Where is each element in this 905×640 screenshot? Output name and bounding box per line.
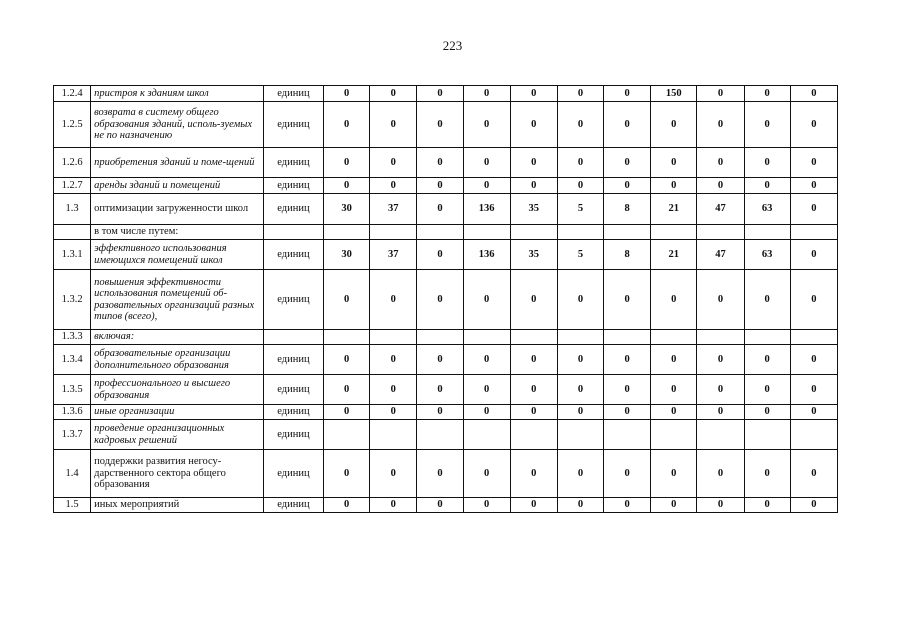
value-cell: 0 — [790, 405, 837, 420]
value-cell: 136 — [463, 194, 510, 225]
table-row — [54, 270, 838, 330]
value-cell: 0 — [463, 375, 510, 405]
row-description: аренды зданий и помещений — [91, 178, 264, 194]
value-cell: 0 — [790, 450, 837, 498]
row-code: 1.3.5 — [54, 375, 91, 405]
value-cell: 0 — [324, 405, 370, 420]
value-cell — [370, 330, 417, 345]
value-cell: 63 — [744, 240, 790, 270]
value-cell: 37 — [370, 240, 417, 270]
value-cell: 0 — [510, 178, 557, 194]
value-cell: 0 — [744, 270, 790, 330]
value-cell: 0 — [604, 375, 651, 405]
value-cell: 0 — [463, 86, 510, 102]
value-cell: 5 — [557, 194, 603, 225]
value-cell — [651, 225, 697, 240]
value-cell: 0 — [370, 498, 417, 513]
indicators-table — [53, 85, 838, 513]
value-cell: 0 — [324, 102, 370, 148]
row-unit: единиц — [263, 405, 323, 420]
value-cell — [790, 225, 837, 240]
value-cell: 0 — [510, 405, 557, 420]
value-cell: 0 — [557, 450, 603, 498]
row-description: в том числе путем: — [91, 225, 264, 240]
row-unit — [263, 225, 323, 240]
value-cell: 0 — [697, 178, 744, 194]
table-row — [54, 345, 838, 375]
value-cell: 0 — [604, 86, 651, 102]
row-code: 1.3.4 — [54, 345, 91, 375]
value-cell — [604, 330, 651, 345]
value-cell: 0 — [790, 194, 837, 225]
value-cell: 0 — [790, 102, 837, 148]
row-code: 1.2.7 — [54, 178, 91, 194]
value-cell: 0 — [651, 498, 697, 513]
value-cell: 0 — [651, 405, 697, 420]
value-cell: 0 — [697, 375, 744, 405]
value-cell: 21 — [651, 194, 697, 225]
table-row — [54, 498, 838, 513]
table-row — [54, 225, 838, 240]
table-row — [54, 375, 838, 405]
table-row — [54, 178, 838, 194]
value-cell: 5 — [557, 240, 603, 270]
value-cell: 0 — [417, 498, 463, 513]
value-cell — [463, 420, 510, 450]
table-row — [54, 420, 838, 450]
value-cell: 0 — [790, 178, 837, 194]
value-cell: 0 — [463, 178, 510, 194]
value-cell: 0 — [324, 498, 370, 513]
value-cell: 30 — [324, 194, 370, 225]
value-cell: 0 — [651, 178, 697, 194]
row-code — [54, 225, 91, 240]
value-cell: 0 — [604, 405, 651, 420]
value-cell: 0 — [790, 240, 837, 270]
row-unit: единиц — [263, 102, 323, 148]
value-cell: 0 — [744, 102, 790, 148]
value-cell: 0 — [651, 375, 697, 405]
value-cell: 0 — [697, 450, 744, 498]
value-cell — [370, 225, 417, 240]
value-cell: 0 — [324, 270, 370, 330]
row-description: поддержки развития негосу-дарственного сектора общего образования — [91, 450, 264, 498]
row-unit: единиц — [263, 450, 323, 498]
table-row — [54, 102, 838, 148]
value-cell: 0 — [510, 450, 557, 498]
value-cell — [417, 420, 463, 450]
row-code: 1.5 — [54, 498, 91, 513]
value-cell: 0 — [463, 498, 510, 513]
value-cell — [324, 330, 370, 345]
value-cell: 0 — [370, 405, 417, 420]
value-cell — [697, 420, 744, 450]
row-description: образовательные организации дополнительного образования — [91, 345, 264, 375]
value-cell: 0 — [744, 148, 790, 178]
value-cell: 0 — [651, 450, 697, 498]
value-cell: 0 — [604, 178, 651, 194]
value-cell: 37 — [370, 194, 417, 225]
value-cell: 0 — [557, 498, 603, 513]
value-cell: 0 — [510, 270, 557, 330]
value-cell: 0 — [417, 405, 463, 420]
table-row — [54, 86, 838, 102]
table-row — [54, 405, 838, 420]
value-cell: 0 — [463, 345, 510, 375]
value-cell: 63 — [744, 194, 790, 225]
value-cell: 0 — [463, 270, 510, 330]
row-code: 1.3 — [54, 194, 91, 225]
value-cell — [744, 330, 790, 345]
value-cell — [744, 225, 790, 240]
value-cell: 0 — [370, 270, 417, 330]
value-cell: 0 — [557, 375, 603, 405]
value-cell: 0 — [744, 345, 790, 375]
value-cell: 0 — [744, 405, 790, 420]
value-cell: 0 — [651, 102, 697, 148]
value-cell — [557, 420, 603, 450]
value-cell — [744, 420, 790, 450]
value-cell: 0 — [790, 86, 837, 102]
value-cell: 0 — [510, 102, 557, 148]
row-description: повышения эффективности использования помещений об-разовательных организаций разных типов (всего), — [91, 270, 264, 330]
table-row — [54, 450, 838, 498]
value-cell: 0 — [510, 345, 557, 375]
value-cell — [324, 420, 370, 450]
value-cell: 0 — [417, 375, 463, 405]
value-cell: 0 — [790, 498, 837, 513]
table-row — [54, 330, 838, 345]
value-cell: 35 — [510, 240, 557, 270]
value-cell: 0 — [510, 148, 557, 178]
value-cell: 0 — [604, 148, 651, 178]
row-description: возврата в систему общего образования зданий, исполь-зуемых не по назначению — [91, 102, 264, 148]
value-cell: 0 — [417, 86, 463, 102]
value-cell — [417, 330, 463, 345]
value-cell: 0 — [417, 148, 463, 178]
value-cell — [557, 330, 603, 345]
value-cell — [790, 420, 837, 450]
value-cell — [324, 225, 370, 240]
table-row — [54, 148, 838, 178]
row-description: профессионального и высшего образования — [91, 375, 264, 405]
value-cell: 0 — [324, 345, 370, 375]
value-cell — [651, 420, 697, 450]
row-description: эффективного использования имеющихся помещений школ — [91, 240, 264, 270]
page-number: 223 — [442, 38, 463, 53]
value-cell: 0 — [417, 102, 463, 148]
value-cell: 0 — [697, 270, 744, 330]
value-cell: 0 — [604, 270, 651, 330]
value-cell: 0 — [510, 498, 557, 513]
value-cell: 0 — [790, 345, 837, 375]
value-cell: 0 — [370, 102, 417, 148]
value-cell: 0 — [370, 345, 417, 375]
value-cell — [463, 330, 510, 345]
row-code: 1.3.2 — [54, 270, 91, 330]
row-code: 1.4 — [54, 450, 91, 498]
row-description: проведение организационных кадровых решений — [91, 420, 264, 450]
row-code: 1.2.4 — [54, 86, 91, 102]
value-cell: 0 — [697, 86, 744, 102]
value-cell: 0 — [697, 345, 744, 375]
value-cell: 0 — [417, 345, 463, 375]
value-cell: 0 — [557, 270, 603, 330]
value-cell: 0 — [697, 405, 744, 420]
value-cell: 0 — [744, 375, 790, 405]
value-cell: 0 — [370, 148, 417, 178]
row-unit: единиц — [263, 498, 323, 513]
row-code: 1.3.7 — [54, 420, 91, 450]
value-cell: 0 — [557, 405, 603, 420]
value-cell — [697, 225, 744, 240]
value-cell: 0 — [651, 270, 697, 330]
value-cell: 0 — [417, 240, 463, 270]
value-cell: 0 — [557, 148, 603, 178]
row-unit: единиц — [263, 178, 323, 194]
value-cell — [604, 420, 651, 450]
value-cell: 0 — [417, 194, 463, 225]
row-code: 1.3.6 — [54, 405, 91, 420]
value-cell: 0 — [324, 375, 370, 405]
value-cell — [417, 225, 463, 240]
value-cell: 0 — [463, 148, 510, 178]
value-cell: 0 — [697, 148, 744, 178]
row-unit: единиц — [263, 420, 323, 450]
value-cell: 0 — [417, 450, 463, 498]
value-cell — [604, 225, 651, 240]
value-cell: 0 — [370, 178, 417, 194]
value-cell: 47 — [697, 240, 744, 270]
value-cell: 0 — [790, 375, 837, 405]
value-cell: 0 — [790, 148, 837, 178]
row-unit: единиц — [263, 86, 323, 102]
row-code: 1.2.6 — [54, 148, 91, 178]
value-cell — [510, 225, 557, 240]
value-cell — [697, 330, 744, 345]
value-cell: 0 — [324, 148, 370, 178]
value-cell: 136 — [463, 240, 510, 270]
value-cell: 0 — [604, 450, 651, 498]
value-cell: 0 — [324, 450, 370, 498]
value-cell: 21 — [651, 240, 697, 270]
value-cell: 0 — [463, 405, 510, 420]
value-cell: 0 — [697, 102, 744, 148]
value-cell — [510, 420, 557, 450]
value-cell: 30 — [324, 240, 370, 270]
row-description: иных мероприятий — [91, 498, 264, 513]
value-cell: 0 — [604, 102, 651, 148]
value-cell: 0 — [557, 178, 603, 194]
row-description: иные организации — [91, 405, 264, 420]
row-code: 1.2.5 — [54, 102, 91, 148]
value-cell: 150 — [651, 86, 697, 102]
value-cell: 35 — [510, 194, 557, 225]
value-cell: 0 — [510, 375, 557, 405]
value-cell: 0 — [744, 498, 790, 513]
value-cell: 0 — [463, 102, 510, 148]
value-cell: 0 — [557, 86, 603, 102]
value-cell: 0 — [604, 498, 651, 513]
row-unit: единиц — [263, 148, 323, 178]
value-cell: 0 — [790, 270, 837, 330]
value-cell: 0 — [324, 86, 370, 102]
table-row — [54, 194, 838, 225]
value-cell: 0 — [370, 450, 417, 498]
value-cell: 0 — [370, 375, 417, 405]
value-cell: 0 — [557, 102, 603, 148]
value-cell: 8 — [604, 194, 651, 225]
value-cell — [463, 225, 510, 240]
value-cell: 0 — [557, 345, 603, 375]
row-unit: единиц — [263, 270, 323, 330]
value-cell: 0 — [651, 148, 697, 178]
row-description: пристроя к зданиям школ — [91, 86, 264, 102]
row-code: 1.3.3 — [54, 330, 91, 345]
value-cell — [651, 330, 697, 345]
value-cell: 8 — [604, 240, 651, 270]
row-unit: единиц — [263, 194, 323, 225]
value-cell: 0 — [604, 345, 651, 375]
value-cell: 0 — [463, 450, 510, 498]
value-cell — [790, 330, 837, 345]
row-code: 1.3.1 — [54, 240, 91, 270]
value-cell: 0 — [417, 178, 463, 194]
row-description: оптимизации загруженности школ — [91, 194, 264, 225]
row-unit: единиц — [263, 375, 323, 405]
value-cell: 0 — [370, 86, 417, 102]
row-unit: единиц — [263, 240, 323, 270]
value-cell: 0 — [417, 270, 463, 330]
table-row — [54, 240, 838, 270]
value-cell: 0 — [651, 345, 697, 375]
value-cell: 0 — [744, 86, 790, 102]
value-cell: 47 — [697, 194, 744, 225]
value-cell: 0 — [510, 86, 557, 102]
value-cell — [557, 225, 603, 240]
row-unit — [263, 330, 323, 345]
value-cell: 0 — [697, 498, 744, 513]
value-cell: 0 — [744, 450, 790, 498]
value-cell: 0 — [324, 178, 370, 194]
value-cell: 0 — [744, 178, 790, 194]
value-cell — [510, 330, 557, 345]
row-unit: единиц — [263, 345, 323, 375]
row-description: включая: — [91, 330, 264, 345]
row-description: приобретения зданий и поме-щений — [91, 148, 264, 178]
value-cell — [370, 420, 417, 450]
